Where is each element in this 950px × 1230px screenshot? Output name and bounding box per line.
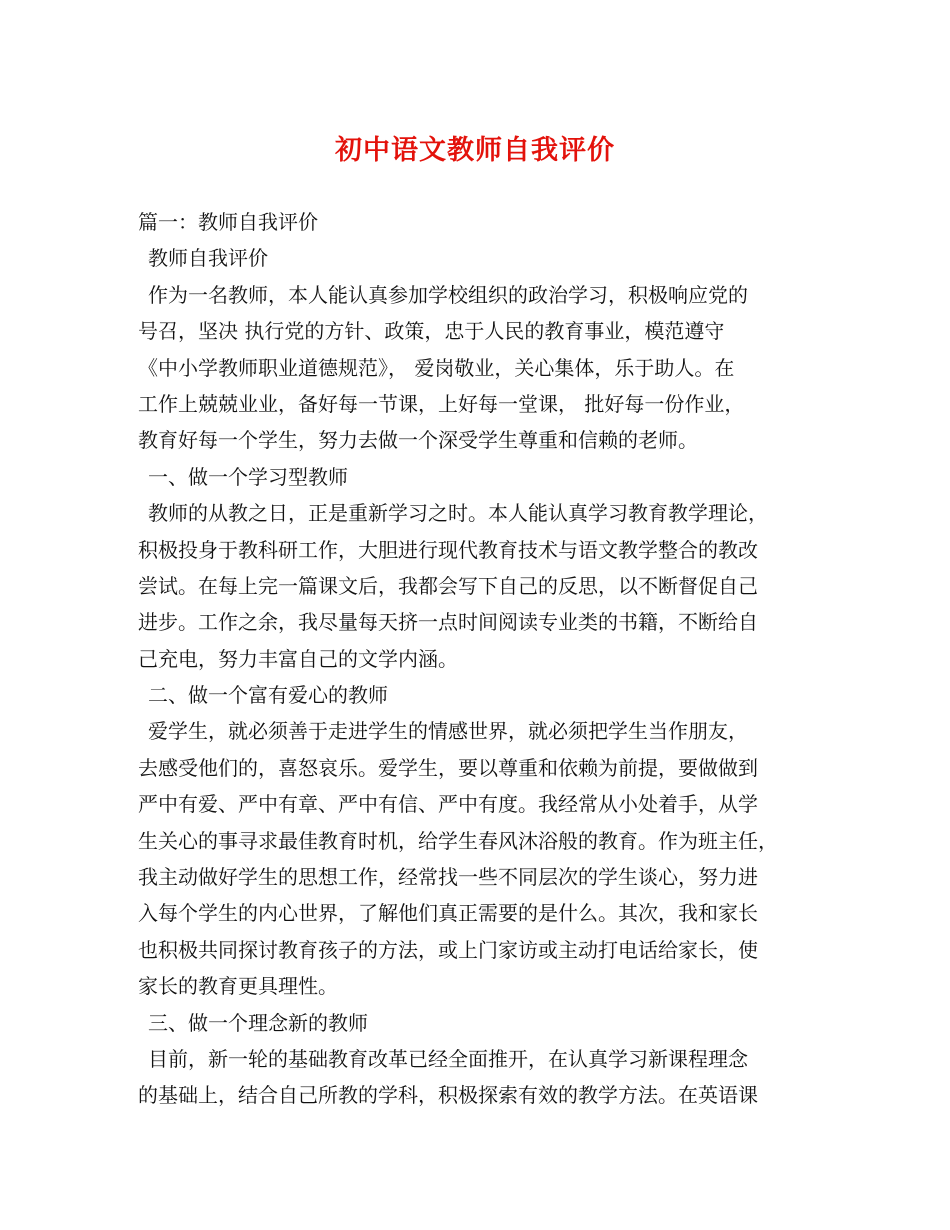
paragraph-line: 尝试。在每上完一篇课文后，我都会写下自己的反思，以不断督促自己 [138,573,758,598]
paragraph-line: 号召，坚决 执行党的方针、政策，忠于人民的教育事业，模范遵守 [138,319,725,344]
paragraph-line: 目前，新一轮的基础教育改革已经全面推开，在认真学习新课程理念 [148,1046,748,1071]
paragraph-line: 也积极共同探讨教育孩子的方法，或上门家访或主动打电话给家长，使 [138,937,758,962]
section-heading: 一、做一个学习型教师 [148,464,348,489]
paragraph-line: 作为一名教师，本人能认真参加学校组织的政治学习，积极响应党的 [148,282,748,307]
paragraph-line: 的基础上，结合自己所教的学科，积极探索有效的教学方法。在英语课 [138,1083,758,1108]
paragraph-line: 工作上兢兢业业，备好每一节课，上好每一堂课， 批好每一份作业， [138,391,745,416]
section-heading: 三、做一个理念新的教师 [148,1010,368,1035]
subheading: 教师自我评价 [148,246,268,271]
paragraph-line: 生关心的事寻求最佳教育时机，给学生春风沐浴般的教育。作为班主任， [138,828,778,853]
section-heading: 二、做一个富有爱心的教师 [148,683,388,708]
paragraph-line: 《中小学教师职业道德规范》， 爱岗敬业，关心集体，乐于助人。在 [138,355,735,380]
paragraph-line: 己充电，努力丰富自己的文学内涵。 [138,646,458,671]
paragraph-line: 严中有爱、严中有章、严中有信、严中有度。我经常从小处着手，从学 [138,792,758,817]
paragraph-line: 我主动做好学生的思想工作，经常找一些不同层次的学生谈心，努力进 [138,865,758,890]
paragraph-line: 进步。工作之余，我尽量每天挤一点时间阅读专业类的书籍，不断给自 [138,610,758,635]
paragraph-line: 积极投身于教科研工作，大胆进行现代教育技术与语文教学整合的教改 [138,537,758,562]
paragraph-line: 爱学生，就必须善于走进学生的情感世界，就必须把学生当作朋友， [148,719,748,744]
paragraph-line: 去感受他们的，喜怒哀乐。爱学生，要以尊重和依赖为前提，要做做到 [138,755,758,780]
paragraph-line: 教育好每一个学生，努力去做一个深受学生尊重和信赖的老师。 [138,428,698,453]
section-heading: 篇一：教师自我评价 [138,210,318,234]
paragraph-line: 教师的从教之日，正是重新学习之时。本人能认真学习教育教学理论， [148,501,768,526]
document-title: 初中语文教师自我评价 [335,135,615,166]
paragraph-line: 家长的教育更具理性。 [138,974,338,999]
paragraph-line: 入每个学生的内心世界，了解他们真正需要的是什么。其次，我和家长 [138,901,758,926]
document-body [138,204,828,1114]
